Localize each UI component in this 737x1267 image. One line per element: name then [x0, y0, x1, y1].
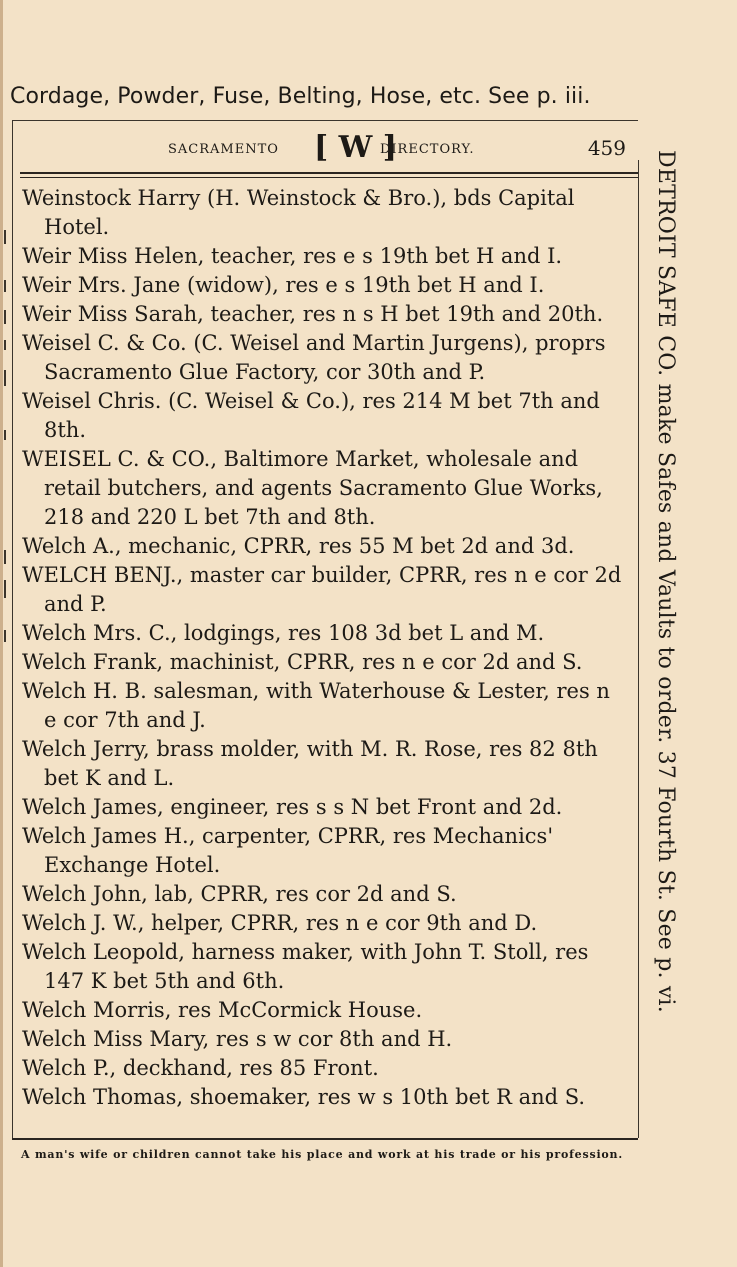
side-advertisement: DETROIT SAFE CO. make Safes and Vaults to order. 37 Fourth St. See p. vi.: [653, 150, 678, 1013]
header-city: SACRAMENTO: [168, 142, 279, 157]
directory-entry: Welch James H., carpenter, CPRR, res Mechanics' Exchange Hotel.: [22, 824, 554, 877]
directory-entry: Welch A., mechanic, CPRR, res 55 M bet 2d and 3d.: [22, 534, 575, 558]
frame-top-rule: [12, 120, 638, 121]
directory-entry: Weir Mrs. Jane (widow), res e s 19th bet H and I.: [22, 273, 545, 297]
directory-entry: Welch J. W., helper, CPRR, res n e cor 9th and D.: [22, 911, 538, 935]
directory-entry: Welch P., deckhand, res 85 Front.: [22, 1056, 379, 1080]
directory-entry: Welch Morris, res McCormick House.: [22, 998, 423, 1022]
directory-entry: Welch Leopold, harness maker, with John T. Stoll, res 147 K bet 5th and 6th.: [22, 940, 589, 993]
page-number: 459: [587, 136, 626, 160]
directory-entry: Welch John, lab, CPRR, res cor 2d and S.: [22, 882, 457, 906]
directory-entry: Weinstock Harry (H. Weinstock & Bro.), bds Capital Hotel.: [22, 186, 575, 239]
directory-entry: Welch Frank, machinist, CPRR, res n e cor 2d and S.: [22, 650, 583, 674]
directory-entry: Weir Miss Helen, teacher, res e s 19th bet H and I.: [22, 244, 563, 268]
directory-entry: Weisel C. & Co. (C. Weisel and Martin Jurgens), proprs Sacramento Glue Factory, cor 30th and P.: [22, 331, 606, 384]
directory-entry: Welch Jerry, brass molder, with M. R. Rose, res 82 8th bet K and L.: [22, 737, 598, 790]
top-advertisement: Cordage, Powder, Fuse, Belting, Hose, etc. See p. iii.: [10, 84, 591, 109]
header-letter: [ W ]: [314, 130, 397, 165]
directory-entry: Welch Miss Mary, res s w cor 8th and H.: [22, 1027, 453, 1051]
directory-entry: Welch H. B. salesman, with Waterhouse & Lester, res n e cor 7th and J.: [22, 679, 610, 732]
frame-right-rule: [638, 160, 639, 1138]
footer-rule: [12, 1138, 638, 1140]
directory-entry: Weir Miss Sarah, teacher, res n s H bet 19th and 20th.: [22, 302, 604, 326]
header-rule-thick: [20, 172, 638, 174]
directory-entry: WELCH BENJ., master car builder, CPRR, res n e cor 2d and P.: [22, 563, 622, 616]
header-rule-thin: [20, 177, 638, 178]
footer-notice: A man's wife or children cannot take his place and work at his trade or his profession.: [20, 1148, 623, 1161]
directory-entries: [22, 184, 626, 1112]
directory-entry: Welch Thomas, shoemaker, res w s 10th bet R and S.: [22, 1085, 586, 1109]
frame-left-rule: [12, 120, 13, 1140]
directory-entry: WEISEL C. & CO., Baltimore Market, wholesale and retail butchers, and agents Sacramento Glue Works, 218 and 220 L bet 7th and 8th.: [22, 447, 603, 529]
header-directory: DIRECTORY.: [380, 142, 475, 157]
running-header: [20, 128, 630, 168]
margin-marks: [2, 230, 8, 650]
directory-entry: Weisel Chris. (C. Weisel & Co.), res 214 M bet 7th and 8th.: [22, 389, 600, 442]
directory-entry: Welch Mrs. C., lodgings, res 108 3d bet L and M.: [22, 621, 545, 645]
directory-entry: Welch James, engineer, res s s N bet Front and 2d.: [22, 795, 563, 819]
